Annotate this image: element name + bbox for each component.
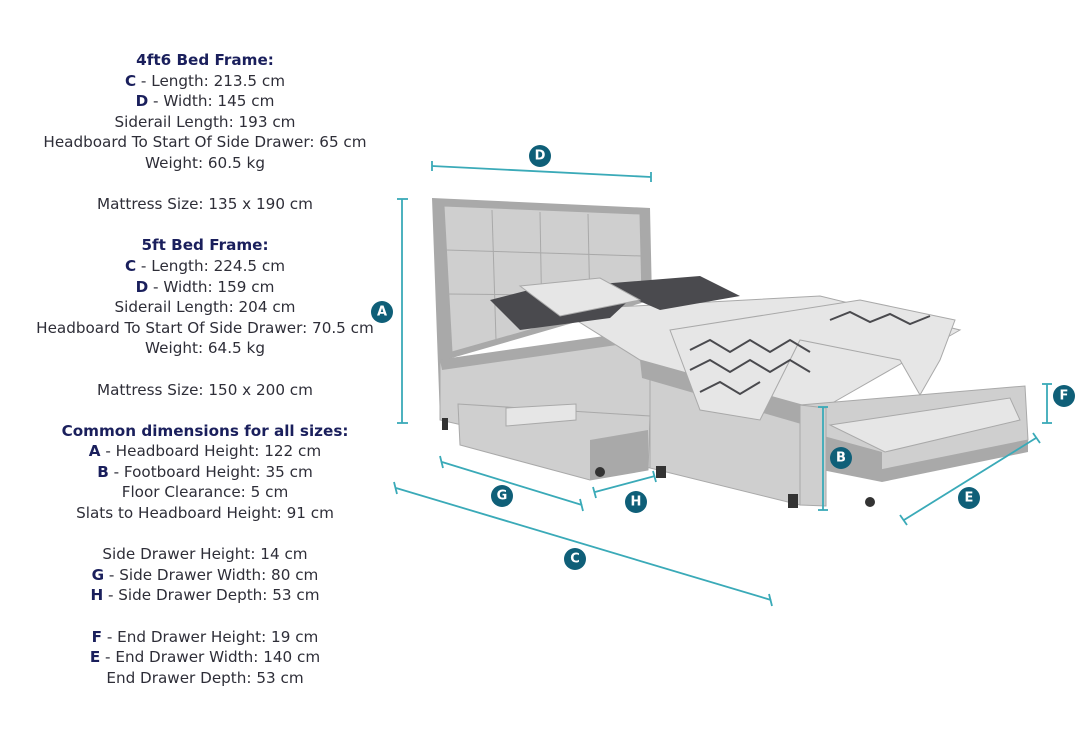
bed-illustration: [432, 198, 1028, 508]
spec-4ft6-headboard-to-drawer: Headboard To Start Of Side Drawer: 65 cm: [43, 133, 367, 152]
spec-key: B: [97, 462, 109, 481]
spec-key: G: [91, 565, 105, 584]
spec-text: - Headboard Height: 122 cm: [100, 442, 322, 461]
leg: [788, 494, 798, 508]
leg: [442, 418, 448, 430]
spec-end-drawer-depth: End Drawer Depth: 53 cm: [106, 668, 304, 687]
spec-4ft6-mattress: Mattress Size: 135 x 190 cm: [97, 195, 313, 214]
end-drawer: [800, 386, 1028, 507]
badge-label: F: [1059, 388, 1069, 404]
spec-key: E: [89, 648, 101, 667]
spec-text: - End Drawer Height: 19 cm: [102, 627, 319, 646]
badge-c: [564, 548, 586, 570]
spec-key: A: [88, 442, 101, 461]
spec-text: - End Drawer Width: 140 cm: [100, 648, 321, 667]
badge-label: H: [630, 494, 642, 510]
spec-4ft6-siderail: Siderail Length: 193 cm: [114, 112, 296, 131]
heading-4ft6: 4ft6 Bed Frame:: [136, 51, 274, 69]
spec-5ft-siderail: Siderail Length: 204 cm: [114, 298, 296, 317]
dimension-line-a: [397, 199, 408, 423]
spec-text: - Length: 224.5 cm: [136, 256, 286, 275]
dimension-line-f: [1042, 384, 1052, 423]
badge-label: D: [534, 148, 546, 164]
badge-f: [1053, 385, 1075, 407]
badge-label: G: [496, 488, 508, 504]
heading-5ft: 5ft Bed Frame:: [141, 236, 269, 255]
badge-a: [371, 301, 393, 323]
spec-5ft-headboard-to-drawer: Headboard To Start Of Side Drawer: 70.5 cm: [36, 318, 374, 337]
spec-key: C: [124, 71, 137, 90]
spec-key: F: [91, 627, 102, 646]
badge-e: [958, 487, 980, 509]
badge-label: B: [836, 450, 846, 466]
spec-4ft6-weight: Weight: 60.5 kg: [145, 153, 265, 172]
heading-common: Common dimensions for all sizes:: [61, 421, 349, 440]
spec-text: - Width: 145 cm: [148, 92, 275, 111]
spec-text: - Footboard Height: 35 cm: [108, 462, 313, 481]
spec-key: D: [135, 277, 149, 296]
spec-key: C: [124, 256, 137, 275]
spec-text: - Width: 159 cm: [148, 277, 275, 296]
badge-d: [529, 145, 551, 167]
spec-key: D: [135, 92, 149, 111]
badge-b: [830, 447, 852, 469]
spec-side-drawer-height: Side Drawer Height: 14 cm: [102, 545, 308, 564]
badge-label: E: [964, 490, 974, 506]
spec-text: - Side Drawer Width: 80 cm: [104, 565, 319, 584]
dimension-line-c: [394, 482, 772, 606]
spec-slats-to-headboard: Slats to Headboard Height: 91 cm: [76, 504, 334, 523]
badge-g: [491, 485, 513, 507]
spec-floor-clearance: Floor Clearance: 5 cm: [121, 483, 289, 502]
leg: [656, 466, 666, 478]
spec-text: - Side Drawer Depth: 53 cm: [103, 586, 320, 605]
side-drawer: [458, 404, 650, 480]
badge-label: A: [376, 304, 388, 320]
badge-h: [625, 491, 647, 513]
badge-label: C: [570, 551, 580, 567]
spec-5ft-weight: Weight: 64.5 kg: [145, 339, 265, 358]
spec-5ft-mattress: Mattress Size: 150 x 200 cm: [97, 380, 313, 399]
spec-text: - Length: 213.5 cm: [136, 71, 286, 90]
spec-key: H: [90, 586, 104, 605]
